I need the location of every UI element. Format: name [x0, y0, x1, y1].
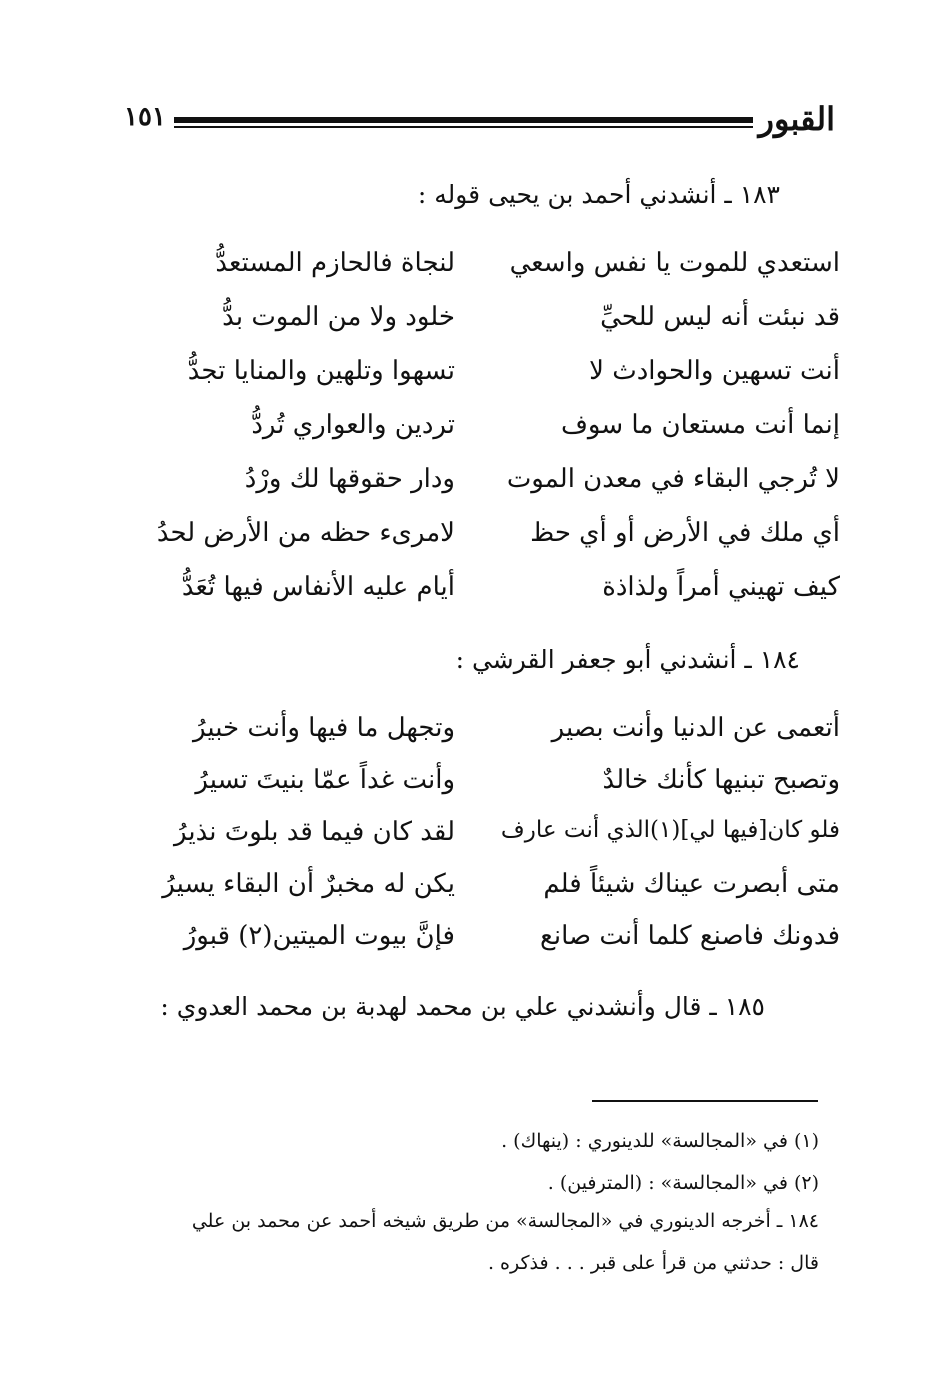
- verse: [100, 410, 840, 460]
- verse-second-hemistich: تردين والعواري تُردُّ: [251, 410, 455, 440]
- footnote-takhrij-line-1: ١٨٤ ـ أخرجه الدينوري في «المجالسة» من طريق شيخه أحمد عن محمد بن علي: [191, 1210, 819, 1232]
- verse-second-hemistich: وأنت غداً عمّا بنيتَ تسيرُ: [195, 765, 455, 795]
- verse-second-hemistich: يكن له مخبرٌ أن البقاء يسيرُ: [162, 869, 455, 899]
- footnote-2: (٢) في «المجالسة» : (المترفين) .: [547, 1172, 819, 1194]
- verse-first-hemistich: لا تُرجي البقاء في معدن الموت: [506, 464, 840, 494]
- page-number: ١٥١: [124, 102, 166, 132]
- verse: [100, 518, 840, 568]
- verse-second-hemistich: وتجهل ما فيها وأنت خبيرُ: [193, 713, 455, 743]
- verse-first-hemistich: أي ملك في الأرض أو أي حظ: [530, 518, 840, 548]
- page-header: [110, 92, 835, 152]
- verse-first-hemistich: قد نبئت أنه ليس للحيِّ: [600, 302, 840, 332]
- header-rule-thin: [174, 126, 753, 128]
- verse-second-hemistich: ودار حقوقها لك ورْدُ: [244, 464, 455, 494]
- verse-first-hemistich: فلو كان[فيها لي](١)الذي أنت عارف: [500, 817, 840, 843]
- verse-second-hemistich: لنجاة فالحازم المستعدُّ: [215, 248, 455, 278]
- verse: [100, 572, 840, 622]
- verse: [100, 248, 840, 298]
- running-title: القبور: [758, 100, 835, 138]
- verse: [100, 765, 840, 815]
- verse: [100, 356, 840, 406]
- verse-second-hemistich: لامرىء حظه من الأرض لحدُ: [156, 518, 455, 548]
- verse: [100, 869, 840, 919]
- verse-second-hemistich: أيام عليه الأنفاس فيها تُعَدُّ: [181, 572, 455, 602]
- verse: [100, 921, 840, 971]
- verse-second-hemistich: خلود ولا من الموت بدُّ: [222, 302, 455, 332]
- verse-first-hemistich: وتصبح تبنيها كأنك خالدٌ: [602, 765, 840, 795]
- verse-first-hemistich: فدونك فاصنع كلما أنت صانع: [540, 921, 840, 951]
- verse: [100, 302, 840, 352]
- verse-first-hemistich: استعدي للموت يا نفس واسعي: [509, 248, 840, 278]
- header-rule: [174, 117, 753, 131]
- verse-first-hemistich: أنت تسهين والحوادث لا: [589, 356, 840, 386]
- verse: [100, 464, 840, 514]
- verse-second-hemistich: لقد كان فيما قد بلوتَ نذيرُ: [174, 817, 455, 847]
- verse-first-hemistich: أتعمى عن الدنيا وأنت بصير: [551, 713, 840, 743]
- verse: [100, 817, 840, 867]
- item-185-heading: ١٨٥ ـ قال وأنشدني علي بن محمد لهدبة بن محمد العدوي :: [160, 992, 765, 1021]
- footnote-takhrij-line-2: قال : حدثني من قرأ على قبر . . . فذكره .: [487, 1252, 819, 1274]
- verse: [100, 713, 840, 763]
- verse-first-hemistich: متى أبصرت عيناك شيئاً فلم: [543, 869, 840, 899]
- footnote-separator: [592, 1100, 818, 1102]
- verse-first-hemistich: إنما أنت مستعان ما سوف: [560, 410, 840, 440]
- item-184-heading: ١٨٤ ـ أنشدني أبو جعفر القرشي :: [455, 645, 800, 674]
- verse-second-hemistich: تسهوا وتلهين والمنايا تجدُّ: [187, 356, 455, 386]
- item-183-heading: ١٨٣ ـ أنشدني أحمد بن يحيى قوله :: [417, 180, 780, 209]
- verse-first-hemistich: كيف تهيني أمراً ولذاذة: [602, 572, 840, 602]
- header-rule-thick: [174, 117, 753, 123]
- footnote-1: (١) في «المجالسة» للدينوري : (ينهاك) .: [501, 1130, 819, 1152]
- verse-second-hemistich: فإنَّ بيوت الميتين(٢) قبورُ: [183, 921, 455, 951]
